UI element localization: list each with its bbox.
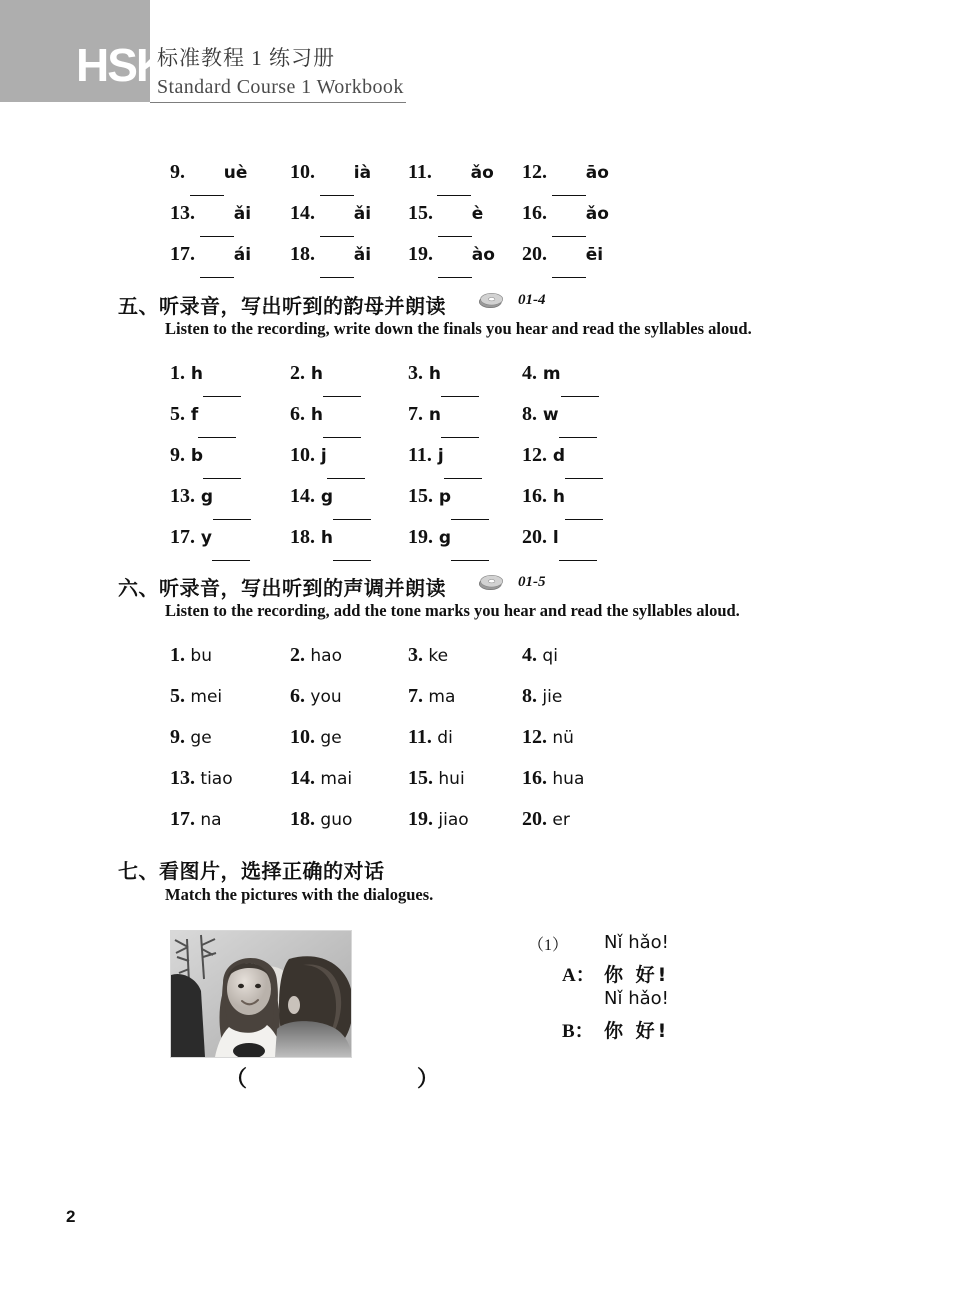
header-divider <box>150 102 406 103</box>
exercise-six-row <box>170 717 770 758</box>
exercise-six-item[interactable] <box>170 635 212 677</box>
exercise-six-row <box>170 676 770 717</box>
exercise-five-grid <box>170 353 770 558</box>
exercise-four-item[interactable] <box>290 152 371 196</box>
pinyin-initial: j <box>315 446 327 466</box>
answer-blank[interactable] <box>565 437 603 479</box>
section-five-heading-en: Listen to the recording, write down the finals you hear and read the syllables aloud. <box>165 319 752 338</box>
item-number: 17. <box>170 808 195 830</box>
pinyin-initial: m <box>537 364 561 384</box>
pinyin-final: ēi <box>585 245 604 265</box>
pinyin-syllable: ke <box>423 646 449 666</box>
answer-blank[interactable] <box>190 154 224 196</box>
exercise-five-item[interactable] <box>522 353 599 397</box>
item-number: 13. <box>170 767 195 789</box>
exercise-four-row <box>170 152 770 193</box>
pinyin-syllable: you <box>305 687 342 707</box>
exercise-five-item[interactable] <box>408 394 479 438</box>
exercise-six-item[interactable] <box>408 799 469 841</box>
answer-blank[interactable] <box>333 519 371 561</box>
exercise-four-item[interactable] <box>170 193 251 237</box>
exercise-five-item[interactable] <box>522 476 603 520</box>
answer-blank[interactable] <box>203 437 241 479</box>
exercise-six-item[interactable] <box>522 758 584 800</box>
pinyin-final: ái <box>233 245 252 265</box>
item-number: 19. <box>408 243 433 265</box>
exercise-five-item[interactable] <box>408 517 489 561</box>
answer-parentheses[interactable]: （ ） <box>225 1066 482 1091</box>
pinyin-initial: g <box>433 528 452 548</box>
pinyin-initial: g <box>195 487 214 507</box>
dialogue-line-3-pinyin: Nǐ hǎo! <box>604 988 669 1009</box>
pinyin-initial: b <box>185 446 204 466</box>
exercise-four-item[interactable] <box>408 234 495 278</box>
pinyin-syllable: nü <box>547 728 574 748</box>
exercise-four-item[interactable] <box>290 234 371 278</box>
exercise-six-item[interactable] <box>170 799 222 841</box>
answer-blank[interactable] <box>559 519 597 561</box>
pinyin-syllable: guo <box>315 810 353 830</box>
pinyin-syllable: mei <box>185 687 223 707</box>
item-number: 11. <box>408 726 432 748</box>
dialogue-line-2-speaker: A： <box>562 965 595 986</box>
exercise-five-row <box>170 435 770 476</box>
answer-blank[interactable] <box>441 396 479 438</box>
item-number: 2. <box>290 362 305 384</box>
item-number: 2. <box>290 644 305 666</box>
exercise-four-item[interactable] <box>170 152 247 196</box>
dialogue-line-2-hanzi: 你 好! <box>604 964 670 986</box>
pinyin-initial: h <box>315 528 334 548</box>
exercise-five-item[interactable] <box>290 517 371 561</box>
section-five-heading-cn: 五、听录音，写出听到的韵母并朗读 <box>118 296 446 318</box>
pinyin-syllable: mai <box>315 769 353 789</box>
item-number: 13. <box>170 485 195 507</box>
answer-blank[interactable] <box>552 154 586 196</box>
exercise-four-row <box>170 234 770 275</box>
pinyin-initial: n <box>423 405 442 425</box>
item-number: 18. <box>290 526 315 548</box>
exercise-four-item[interactable] <box>408 193 483 237</box>
pinyin-final: ǎi <box>353 245 372 265</box>
exercise-six-item[interactable] <box>522 676 562 718</box>
pinyin-syllable: jie <box>537 687 563 707</box>
dialogue-index: （1） <box>528 937 569 954</box>
exercise-six-grid <box>170 635 770 840</box>
item-number: 6. <box>290 685 305 707</box>
pinyin-syllable: qi <box>537 646 558 666</box>
dialogue-line-1-pinyin: Nǐ hǎo! <box>604 932 669 953</box>
answer-blank[interactable] <box>200 236 234 278</box>
item-number: 4. <box>522 362 537 384</box>
dialogue-photo <box>170 930 352 1058</box>
item-number: 14. <box>290 485 315 507</box>
pinyin-initial: l <box>547 528 559 548</box>
exercise-six-item[interactable] <box>408 676 455 718</box>
exercise-six-item[interactable] <box>522 635 558 677</box>
section-six-heading-cn: 六、听录音，写出听到的声调并朗读 <box>118 578 446 600</box>
exercise-four-item[interactable] <box>522 193 609 237</box>
item-number: 15. <box>408 767 433 789</box>
pinyin-initial: d <box>547 446 566 466</box>
pinyin-syllable: ge <box>185 728 212 748</box>
pinyin-initial: h <box>185 364 204 384</box>
answer-blank[interactable] <box>213 478 251 520</box>
answer-blank[interactable] <box>198 396 236 438</box>
item-number: 16. <box>522 767 547 789</box>
exercise-four-row <box>170 193 770 234</box>
pinyin-final: ǎo <box>470 163 494 183</box>
pinyin-final: uè <box>223 163 248 183</box>
item-number: 11. <box>408 161 432 183</box>
item-number: 5. <box>170 685 185 707</box>
answer-blank[interactable] <box>323 355 361 397</box>
exercise-six-item[interactable] <box>522 717 574 759</box>
exercise-six-item[interactable] <box>408 758 465 800</box>
pinyin-final: ǎi <box>233 204 252 224</box>
exercise-six-item[interactable] <box>290 799 352 841</box>
item-number: 20. <box>522 243 547 265</box>
exercise-five-item[interactable] <box>290 394 361 438</box>
item-number: 3. <box>408 362 423 384</box>
pinyin-syllable: hui <box>433 769 465 789</box>
item-number: 9. <box>170 161 185 183</box>
item-number: 19. <box>408 526 433 548</box>
pinyin-final: āo <box>585 163 609 183</box>
answer-blank[interactable] <box>323 396 361 438</box>
exercise-five-item[interactable] <box>522 435 603 479</box>
pinyin-initial: h <box>305 364 324 384</box>
item-number: 1. <box>170 362 185 384</box>
exercise-five-item[interactable] <box>290 435 365 479</box>
exercise-five-item[interactable] <box>170 353 241 397</box>
item-number: 18. <box>290 243 315 265</box>
answer-blank[interactable] <box>203 355 241 397</box>
answer-blank[interactable] <box>320 154 354 196</box>
answer-blank[interactable] <box>333 478 371 520</box>
answer-blank[interactable] <box>552 195 586 237</box>
pinyin-syllable: jiao <box>433 810 469 830</box>
item-number: 15. <box>408 485 433 507</box>
item-number: 6. <box>290 403 305 425</box>
section-seven-heading-en: Match the pictures with the dialogues. <box>165 885 434 904</box>
item-number: 8. <box>522 403 537 425</box>
answer-blank[interactable] <box>561 355 599 397</box>
page-number: 2 <box>66 1207 76 1226</box>
item-number: 4. <box>522 644 537 666</box>
pinyin-initial: g <box>315 487 334 507</box>
pinyin-syllable: ma <box>423 687 456 707</box>
pinyin-syllable: na <box>195 810 222 830</box>
answer-blank[interactable] <box>200 195 234 237</box>
exercise-four-item[interactable] <box>290 193 371 237</box>
item-number: 10. <box>290 444 315 466</box>
exercise-four-item[interactable] <box>522 152 609 196</box>
pinyin-initial: y <box>195 528 212 548</box>
exercise-six-row <box>170 758 770 799</box>
exercise-six-item[interactable] <box>522 799 570 841</box>
exercise-five-item[interactable] <box>408 353 479 397</box>
item-number: 20. <box>522 526 547 548</box>
exercise-four-item[interactable] <box>522 234 603 278</box>
answer-blank[interactable] <box>451 519 489 561</box>
dialogue-line-4-hanzi: 你 好! <box>604 1020 670 1042</box>
pinyin-final: ǎo <box>585 204 609 224</box>
exercise-five-item[interactable] <box>170 517 250 561</box>
answer-blank[interactable] <box>437 154 471 196</box>
item-number: 9. <box>170 726 185 748</box>
exercise-five-item[interactable] <box>170 476 251 520</box>
pinyin-syllable: bu <box>185 646 212 666</box>
answer-blank[interactable] <box>559 396 597 438</box>
exercise-five-item[interactable] <box>290 353 361 397</box>
answer-blank[interactable] <box>320 195 354 237</box>
item-number: 17. <box>170 243 195 265</box>
exercise-six-item[interactable] <box>290 758 352 800</box>
exercise-four-item[interactable] <box>170 234 251 278</box>
header-title-chinese: 标准教程 1 练习册 <box>157 46 335 70</box>
answer-blank[interactable] <box>552 236 586 278</box>
item-number: 8. <box>522 685 537 707</box>
pinyin-final: è <box>471 204 484 224</box>
answer-blank[interactable] <box>438 236 472 278</box>
pinyin-initial: h <box>547 487 566 507</box>
exercise-five-item[interactable] <box>408 476 489 520</box>
answer-blank[interactable] <box>441 355 479 397</box>
exercise-six-row <box>170 799 770 840</box>
item-number: 1. <box>170 644 185 666</box>
pinyin-syllable: di <box>431 728 453 748</box>
exercise-six-item[interactable] <box>290 717 342 759</box>
item-number: 16. <box>522 485 547 507</box>
section-six-heading-en: Listen to the recording, add the tone marks you hear and read the syllables aloud. <box>165 601 740 620</box>
hsk-logo: HSK <box>76 39 168 91</box>
item-number: 19. <box>408 808 433 830</box>
item-number: 18. <box>290 808 315 830</box>
pinyin-syllable: hua <box>547 769 585 789</box>
item-number: 3. <box>408 644 423 666</box>
item-number: 11. <box>408 444 432 466</box>
exercise-four-continued-grid <box>170 152 770 275</box>
pinyin-initial: h <box>305 405 324 425</box>
exercise-four-item[interactable] <box>408 152 494 196</box>
exercise-five-item[interactable] <box>170 394 236 438</box>
pinyin-initial: w <box>537 405 559 425</box>
section-five-track-label: 01-4 <box>518 292 546 308</box>
section-six-track-label: 01-5 <box>518 574 546 590</box>
answer-blank[interactable] <box>444 437 482 479</box>
answer-blank[interactable] <box>212 519 250 561</box>
answer-blank[interactable] <box>451 478 489 520</box>
item-number: 16. <box>522 202 547 224</box>
exercise-five-row <box>170 517 770 558</box>
exercise-five-item[interactable] <box>522 394 597 438</box>
pinyin-initial: h <box>423 364 442 384</box>
cd-disc-icon <box>478 292 504 309</box>
exercise-six-row <box>170 635 770 676</box>
exercise-five-item[interactable] <box>408 435 482 479</box>
exercise-six-item[interactable] <box>408 717 453 759</box>
item-number: 9. <box>170 444 185 466</box>
item-number: 5. <box>170 403 185 425</box>
pinyin-syllable: ge <box>315 728 342 748</box>
item-number: 10. <box>290 726 315 748</box>
exercise-five-row <box>170 476 770 517</box>
item-number: 10. <box>290 161 315 183</box>
item-number: 12. <box>522 444 547 466</box>
exercise-six-item[interactable] <box>170 758 233 800</box>
pinyin-syllable: tiao <box>195 769 233 789</box>
item-number: 17. <box>170 526 195 548</box>
answer-blank[interactable] <box>320 236 354 278</box>
exercise-five-row <box>170 394 770 435</box>
pinyin-syllable: hao <box>305 646 342 666</box>
girl-talking-photo-graphic <box>171 931 351 1057</box>
exercise-six-item[interactable] <box>408 635 448 677</box>
exercise-five-item[interactable] <box>290 476 371 520</box>
exercise-five-row <box>170 353 770 394</box>
pinyin-initial: f <box>185 405 199 425</box>
cd-disc-icon <box>478 574 504 591</box>
pinyin-syllable: er <box>547 810 570 830</box>
exercise-six-item[interactable] <box>170 676 222 718</box>
item-number: 12. <box>522 161 547 183</box>
item-number: 15. <box>408 202 433 224</box>
exercise-five-item[interactable] <box>170 435 241 479</box>
item-number: 7. <box>408 403 423 425</box>
answer-blank[interactable] <box>565 478 603 520</box>
pinyin-final: ǎi <box>353 204 372 224</box>
item-number: 14. <box>290 202 315 224</box>
item-number: 20. <box>522 808 547 830</box>
item-number: 14. <box>290 767 315 789</box>
item-number: 7. <box>408 685 423 707</box>
pinyin-final: ià <box>353 163 372 183</box>
item-number: 13. <box>170 202 195 224</box>
section-seven-heading-cn: 七、看图片，选择正确的对话 <box>118 861 385 883</box>
exercise-six-item[interactable] <box>170 717 212 759</box>
exercise-six-item[interactable] <box>290 676 342 718</box>
answer-blank[interactable] <box>327 437 365 479</box>
header-title-english: Standard Course 1 Workbook <box>157 76 404 98</box>
dialogue-line-4-speaker: B： <box>562 1021 594 1042</box>
pinyin-initial: j <box>431 446 444 466</box>
item-number: 12. <box>522 726 547 748</box>
answer-blank[interactable] <box>438 195 472 237</box>
exercise-five-item[interactable] <box>522 517 597 561</box>
pinyin-final: ào <box>471 245 495 265</box>
pinyin-initial: p <box>433 487 452 507</box>
exercise-six-item[interactable] <box>290 635 342 677</box>
